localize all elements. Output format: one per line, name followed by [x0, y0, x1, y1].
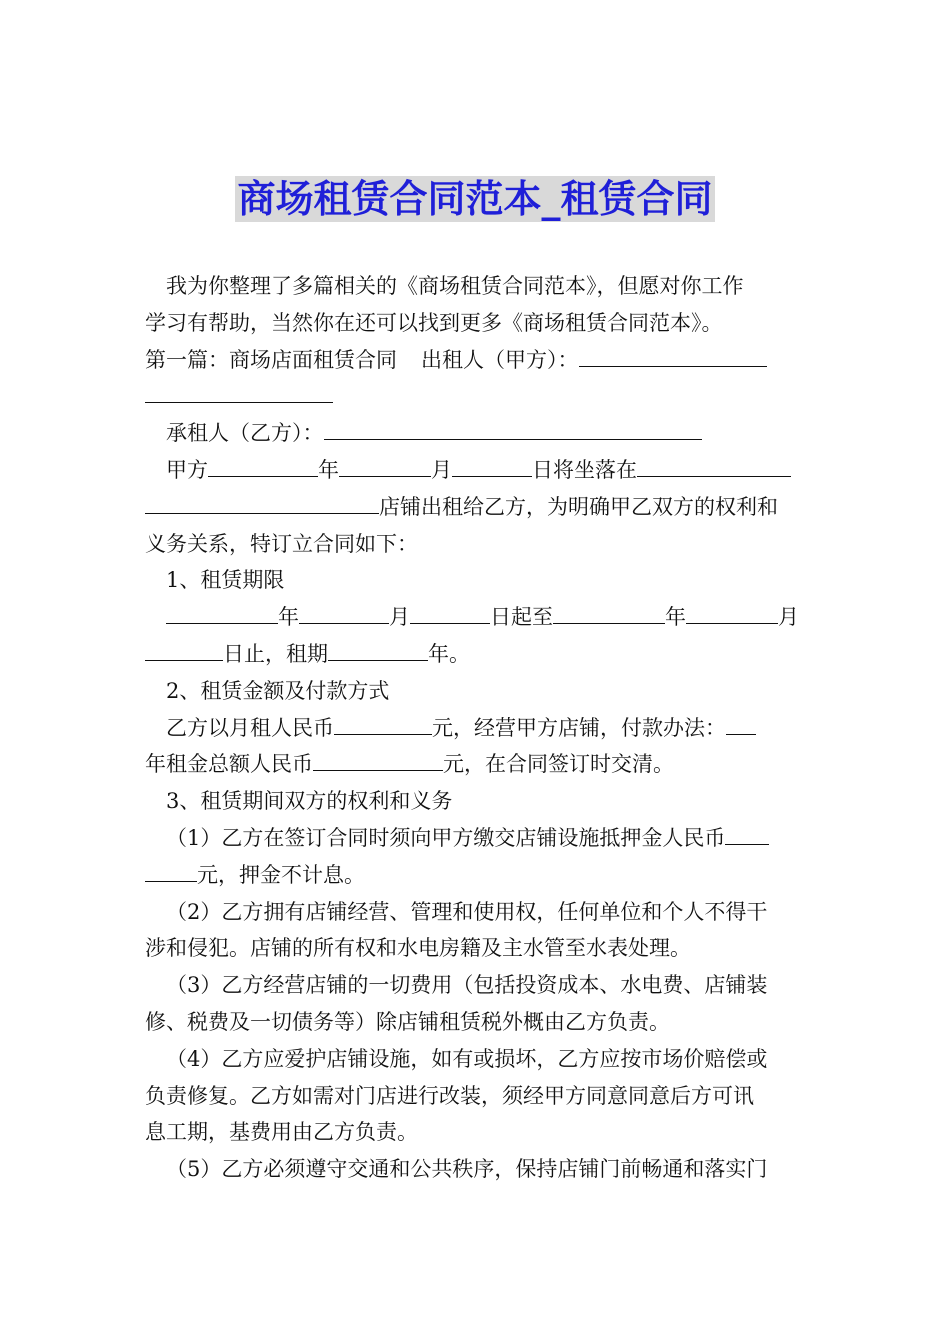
- deposit-text: （1）乙方在签订合同时须向甲方缴交店铺设施抵押金人民币: [166, 825, 726, 850]
- end-month-label: 月: [778, 605, 799, 630]
- lessor-blank: [579, 344, 767, 367]
- obligations-line: 义务关系，特订立合同如下：: [145, 531, 418, 556]
- payment-method-blank: [726, 712, 756, 735]
- end-year-label: 年: [665, 605, 686, 630]
- payment-method-label: 元，经营甲方店铺，付款办法：: [432, 715, 726, 740]
- term-years-blank: [328, 638, 428, 661]
- month-label: 月: [431, 457, 452, 482]
- clause3-heading: 3、租赁期间双方的权利和义务: [166, 789, 453, 814]
- monthly-rent-label: 乙方以月租人民币: [166, 715, 334, 740]
- end-month-blank: [686, 601, 778, 624]
- end-day-label: 日止，租期: [223, 641, 328, 666]
- document-title: 商场租赁合同范本_租赁合同: [237, 177, 713, 221]
- shop-rent-text: 店铺出租给乙方，为明确甲乙双方的权利和: [379, 494, 778, 519]
- item2-line-1: （2）乙方拥有店铺经营、管理和使用权，任何单位和个人不得干: [166, 899, 768, 924]
- start-year-label: 年: [278, 605, 299, 630]
- item1-line-1: [145, 820, 807, 857]
- day-blank: [452, 454, 532, 477]
- monthly-rent-blank: [334, 712, 432, 735]
- clause2-heading: 2、租赁金额及付款方式: [166, 678, 390, 703]
- item2-line-2: 涉和侵犯。店铺的所有权和水电房籍及主水管至水表处理。: [145, 936, 691, 961]
- clause1-heading: 1、租赁期限: [166, 568, 285, 593]
- start-day-blank: [410, 601, 490, 624]
- start-month-blank: [299, 601, 389, 624]
- deposit-suffix: 元，押金不计息。: [197, 862, 365, 887]
- start-year-blank: [166, 601, 278, 624]
- end-day-blank: [145, 638, 223, 661]
- item3-line-1: （3）乙方经营店铺的一切费用（包括投资成本、水电费、店铺装: [166, 973, 768, 998]
- term-end-line: [145, 636, 807, 673]
- section1-heading: 第一篇：商场店面租赁合同: [145, 347, 397, 372]
- start-month-label: 月: [389, 605, 410, 630]
- location-blank-cont: [145, 491, 379, 514]
- total-rent-label: 年租金总额人民币: [145, 752, 313, 777]
- term-years-label: 年。: [428, 641, 470, 666]
- item1-line-2: [145, 857, 807, 894]
- lessor-blank-cont-line: [145, 378, 807, 415]
- date-location-line: [145, 452, 807, 489]
- lessee-line: [145, 415, 807, 452]
- year-label: 年: [318, 457, 339, 482]
- document-body: [145, 268, 807, 1188]
- lessor-blank-cont: [145, 380, 333, 403]
- end-year-blank: [553, 601, 665, 624]
- month-blank: [339, 454, 431, 477]
- located-label: 日将坐落在: [532, 457, 637, 482]
- jiafang-label: 甲方: [166, 457, 208, 482]
- rent-line: [145, 710, 807, 747]
- item4-line-3: 息工期，基费用由乙方负责。: [145, 1120, 418, 1145]
- intro-line-2: 学习有帮助，当然你在还可以找到更多《商场租赁合同范本》。: [145, 310, 723, 335]
- item5-line-1: （5）乙方必须遵守交通和公共秩序，保持店铺门前畅通和落实门: [166, 1157, 768, 1182]
- item4-line-1: （4）乙方应爱护店铺设施，如有或损坏，乙方应按市场价赔偿或: [166, 1046, 768, 1071]
- lessee-blank: [324, 417, 702, 440]
- shop-rent-line: [145, 489, 807, 526]
- item4-line-2: 负责修复。乙方如需对门店进行改装，须经甲方同意同意后方可讯: [145, 1083, 754, 1108]
- lessor-label: 出租人（甲方）：: [421, 347, 579, 372]
- location-blank: [637, 454, 791, 477]
- item3-line-2: 修、税费及一切债务等）除店铺租赁税外概由乙方负责。: [145, 1009, 670, 1034]
- lessee-label: 承租人（乙方）：: [166, 421, 324, 446]
- start-to-label: 日起至: [490, 605, 553, 630]
- title-wrap: [0, 176, 950, 222]
- section1-heading-line: [145, 342, 807, 379]
- deposit-blank: [725, 822, 769, 845]
- intro-line-1: 我为你整理了多篇相关的《商场租赁合同范本》，但愿对你工作: [166, 274, 744, 298]
- total-rent-blank: [313, 748, 443, 771]
- term-start-line: [145, 599, 807, 636]
- total-rent-suffix: 元，在合同签订时交清。: [443, 752, 674, 777]
- total-rent-line: [145, 746, 807, 783]
- deposit-blank-cont: [145, 859, 197, 882]
- year-blank: [208, 454, 318, 477]
